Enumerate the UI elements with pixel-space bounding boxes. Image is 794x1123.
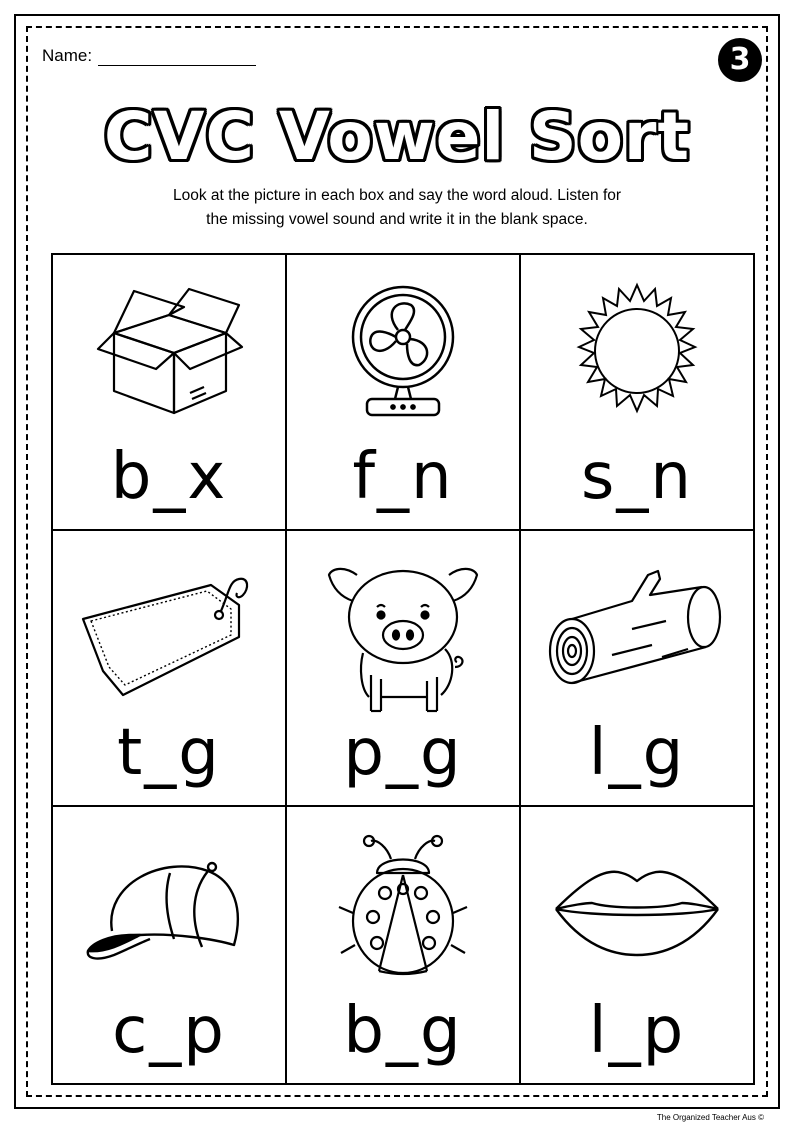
name-blank-line[interactable] xyxy=(98,49,256,66)
word: l_g xyxy=(588,716,686,790)
lips-icon xyxy=(552,863,722,963)
card-bug xyxy=(285,805,521,1085)
name-label: Name: xyxy=(42,46,93,65)
card-fan xyxy=(285,253,521,531)
word: c_p xyxy=(112,994,226,1068)
name-field[interactable] xyxy=(42,46,256,66)
card-log xyxy=(519,529,755,807)
footer-credit: The Organized Teacher Aus © xyxy=(656,1113,764,1122)
card-lips xyxy=(519,805,755,1085)
instructions xyxy=(100,184,694,232)
tag-icon xyxy=(79,557,259,697)
sun-icon xyxy=(567,281,707,421)
card-pig xyxy=(285,529,521,807)
word: t_g xyxy=(117,716,221,790)
log-icon xyxy=(542,565,732,705)
word: b_x xyxy=(110,440,228,514)
word: f_n xyxy=(352,440,454,514)
page-number-badge: 3 xyxy=(718,38,762,82)
box-icon xyxy=(94,281,244,421)
instructions-line-1: Look at the picture in each box and say the word aloud. Listen for xyxy=(172,187,622,204)
card-cap xyxy=(51,805,287,1085)
card-sun xyxy=(519,253,755,531)
card-box xyxy=(51,253,287,531)
pig-icon xyxy=(323,549,483,719)
instructions-line-2: the missing vowel sound and write it in the blank space. xyxy=(206,211,588,228)
fan-icon xyxy=(343,281,463,421)
word: p_g xyxy=(343,716,463,790)
page-title: CVC Vowel Sort xyxy=(103,98,691,175)
cap-icon xyxy=(84,843,254,983)
word: s_n xyxy=(581,440,693,514)
bug-icon xyxy=(333,829,473,979)
word: b_g xyxy=(343,994,463,1068)
picture-grid xyxy=(52,254,754,1084)
word: l_p xyxy=(588,994,686,1068)
card-tag xyxy=(51,529,287,807)
